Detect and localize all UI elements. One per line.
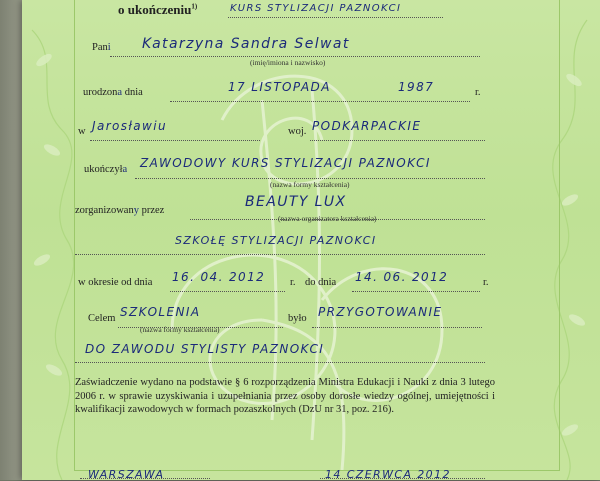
goal-caption: (nazwa formy kształcenia) xyxy=(140,325,220,334)
goal-label: Celem xyxy=(88,313,116,324)
period-label: w okresie od dnia xyxy=(78,277,153,288)
organized-label: zorganizowany przez xyxy=(75,205,165,216)
born-date: 17 LISTOPADA xyxy=(228,80,331,94)
header-title-text: o ukończeniu xyxy=(118,2,192,17)
header-footnote: 1) xyxy=(191,2,198,11)
period-to-dotted xyxy=(352,291,480,292)
header-dotted-line xyxy=(228,17,443,18)
period-to-label: do dnia xyxy=(305,277,337,288)
born-label: urodzona dnia xyxy=(83,87,143,98)
goal-value: SZKOLENIA xyxy=(120,305,201,319)
organizer-caption: (nazwa organizatora kształcenia) xyxy=(278,214,377,223)
legal-paragraph: Zaświadczenie wydano na podstawie § 6 rozporządzenia Ministra Edukacji i Nauki z dnia 3 lutego 2006 r. w sprawie uzyskiwania i uzupełniania przez osoby dorosłe wiedzy ogólnej, umiejętności i kwalifikacji zawodowych w formach pozaszkolnych (DzU nr 31, poz. 216). xyxy=(75,377,495,415)
born-year: 1987 xyxy=(398,80,435,94)
pan-value: Katarzyna Sandra Selwat xyxy=(142,36,350,52)
completed-label: ukończyła xyxy=(84,164,128,175)
was-label: było xyxy=(288,313,307,324)
pan-caption: (imię/imiona i nazwisko) xyxy=(250,58,326,67)
woj-value: PODKARPACKIE xyxy=(312,119,422,133)
in-label: w xyxy=(78,126,86,137)
period-from-dotted xyxy=(170,291,285,292)
was-value: PRZYGOTOWANIE xyxy=(318,305,443,319)
period-to: 14. 06. 2012 xyxy=(355,270,449,284)
completed-caption: (nazwa formy kształcenia) xyxy=(270,180,350,189)
footer-place: WARSZAWA xyxy=(88,468,165,481)
in-dotted-line xyxy=(90,140,260,141)
goal-line2: DO ZAWODU STYLISTY PAZNOKCI xyxy=(85,342,325,356)
footer-date: 14 CZERWCA 2012 xyxy=(325,468,451,481)
goal-line2-dotted xyxy=(75,362,485,363)
organizer-line2-dotted xyxy=(75,254,485,255)
organizer-line2: SZKOŁĘ STYLIZACJI PAZNOKCI xyxy=(175,234,377,247)
period-from: 16. 04. 2012 xyxy=(172,270,266,284)
period-r2: r. xyxy=(483,277,489,288)
born-dotted-line xyxy=(170,101,470,102)
organizer-value: BEAUTY LUX xyxy=(245,194,347,210)
completed-dotted-line xyxy=(135,178,485,179)
was-dotted-line xyxy=(312,327,482,328)
woj-label: woj. xyxy=(288,126,307,137)
header-title xyxy=(118,2,197,18)
header-course-handwritten: KURS STYLIZACJI PAZNOKCI xyxy=(230,3,402,14)
period-r1: r. xyxy=(290,277,296,288)
completed-value: ZAWODOWY KURS STYLIZACJI PAZNOKCI xyxy=(140,156,431,170)
pan-label: Pani xyxy=(92,42,111,53)
in-value: Jarosławiu xyxy=(92,119,167,133)
pan-dotted-line xyxy=(110,56,480,57)
born-year-suffix: r. xyxy=(475,87,481,98)
woj-dotted-line xyxy=(310,140,485,141)
